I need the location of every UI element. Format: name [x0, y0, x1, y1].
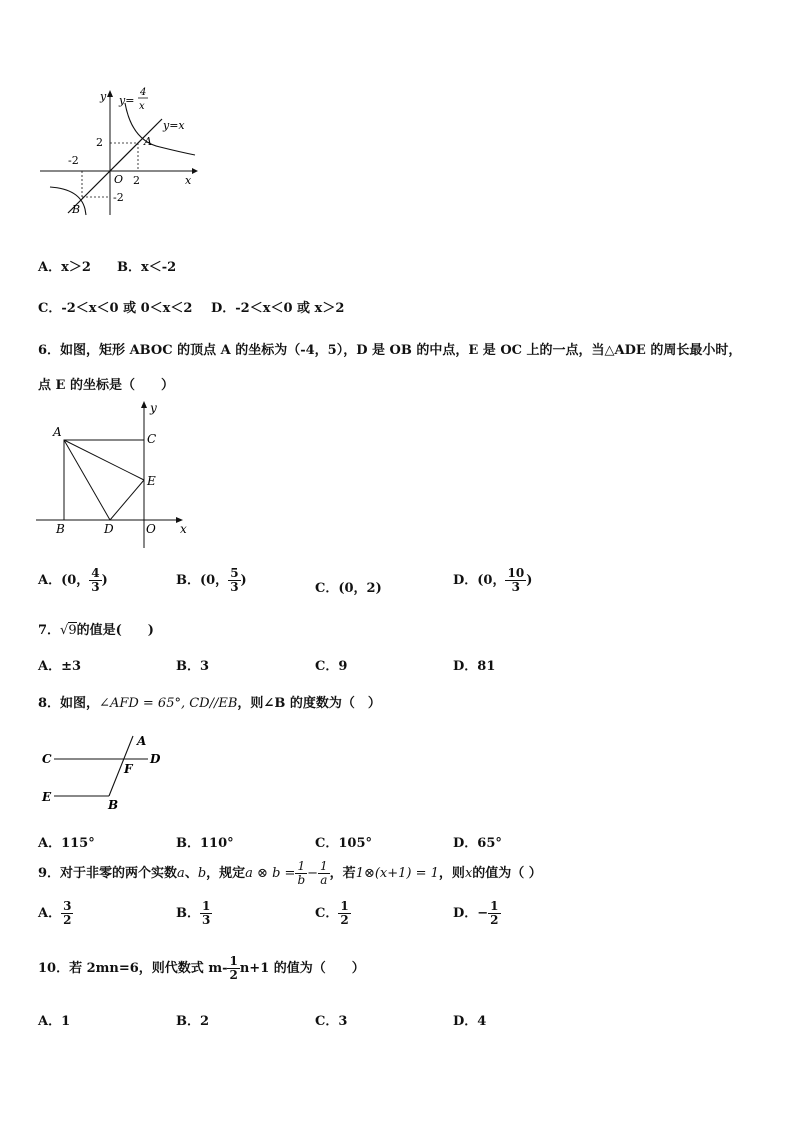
line-label: y=x	[163, 119, 185, 132]
q5-option-b[interactable]: B．x＜-2	[117, 260, 177, 275]
q7-option-a[interactable]: A．±3	[38, 659, 82, 674]
fig6-label-y: y	[150, 401, 157, 415]
q6-option-c[interactable]: C．(0，2)	[315, 581, 382, 596]
x-axis-label: x	[185, 174, 192, 187]
q9-option-c[interactable]: C． $\frac{1}{2}$	[315, 899, 349, 927]
q5-option-c[interactable]: C．-2＜x＜0 或 0＜x＜2	[38, 301, 193, 316]
q10-question: 10．若 2mn=6，则代数式 m- $\frac{1}{2}$ n+1 的值为（ ）	[38, 954, 365, 982]
parallel-lines-figure	[36, 730, 176, 815]
fig8-label-e: E	[42, 790, 52, 804]
point-b-label: B	[72, 203, 81, 216]
q7-option-b[interactable]: B．3	[176, 659, 210, 674]
y-axis-label: y	[100, 90, 107, 103]
fig6-label-b: B	[56, 522, 65, 536]
curve-label-num: 4	[140, 87, 147, 98]
q8-math: ∠AFD = 65°, CD//EB	[99, 696, 238, 711]
fig6-label-a: A	[53, 425, 62, 439]
q9-option-a[interactable]: A． $\frac{3}{2}$	[38, 899, 72, 927]
tick-y-2: 2	[96, 136, 103, 149]
q9-option-b[interactable]: B． $\frac{1}{3}$	[176, 899, 211, 927]
q9-option-d[interactable]: D．− $\frac{1}{2}$	[453, 899, 499, 927]
rectangle-figure	[36, 400, 191, 550]
q6-option-b[interactable]: B．(0， $\frac{5}{3}$ )	[176, 566, 247, 594]
fig8-label-f: F	[124, 762, 133, 776]
fig6-label-e: E	[147, 474, 156, 488]
q7-option-d[interactable]: D．81	[453, 659, 496, 674]
hyperbola-line-figure	[30, 85, 205, 220]
q10-option-a[interactable]: A．1	[38, 1014, 71, 1029]
fig8-label-c: C	[42, 752, 52, 766]
q5-option-d[interactable]: D．-2＜x＜0 或 x＞2	[211, 301, 345, 316]
q5-option-a[interactable]: A．x＞2	[38, 260, 91, 275]
fig6-label-c: C	[147, 432, 157, 446]
tick-x-2: 2	[133, 174, 140, 187]
tick-x-neg2: -2	[68, 154, 79, 167]
q6-option-d[interactable]: D．(0， $\frac{10}{3}$ )	[453, 566, 533, 594]
tick-y-neg2: -2	[113, 191, 124, 204]
sqrt-radicand: 9	[68, 623, 77, 638]
q8-option-b[interactable]: B．110°	[176, 836, 234, 851]
q8-option-c[interactable]: C．105°	[315, 836, 372, 851]
curve-label-prefix: y=	[119, 94, 135, 107]
fig8-label-b: B	[108, 798, 119, 812]
sqrt-symbol: √	[60, 623, 69, 638]
q8-option-d[interactable]: D．65°	[453, 836, 502, 851]
fig8-label-d: D	[150, 752, 161, 766]
q7-question: 7．√9的值是( )	[38, 623, 154, 638]
q10-option-b[interactable]: B．2	[176, 1014, 210, 1029]
fig8-label-a: A	[137, 734, 147, 748]
q8-question: 8．如图，∠AFD = 65°, CD//EB，则∠B 的度数为（ ）	[38, 696, 381, 711]
fig6-label-x: x	[180, 522, 187, 536]
rectangle-aboc	[64, 440, 144, 520]
q10-option-c[interactable]: C．3	[315, 1014, 348, 1029]
q9-question: 9．对于非零的两个实数a、b，规定a ⊗ b = $\frac{1}{b}$ − $\frac{1}{a}$ ，若1⊗(x+1) = 1，则x的值为（ ）	[38, 859, 542, 887]
origin-label: O	[114, 173, 124, 186]
q7-option-c[interactable]: C．9	[315, 659, 348, 674]
q10-option-d[interactable]: D．4	[453, 1014, 487, 1029]
curve-label-den: x	[139, 101, 145, 112]
q6-option-a[interactable]: A．(0， $\frac{4}{3}$ )	[38, 566, 108, 594]
point-a-label: A	[144, 135, 152, 148]
fig6-label-d: D	[104, 522, 114, 536]
q8-option-a[interactable]: A．115°	[38, 836, 95, 851]
q6-text-line1: 6．如图，矩形 ABOC 的顶点 A 的坐标为（-4，5），D 是 OB 的中点，E 是 OC 上的一点，当△ADE 的周长最小时，	[38, 343, 742, 358]
q6-text-line2: 点 E 的坐标是（ ）	[38, 378, 174, 393]
fig6-label-o: O	[146, 522, 156, 536]
